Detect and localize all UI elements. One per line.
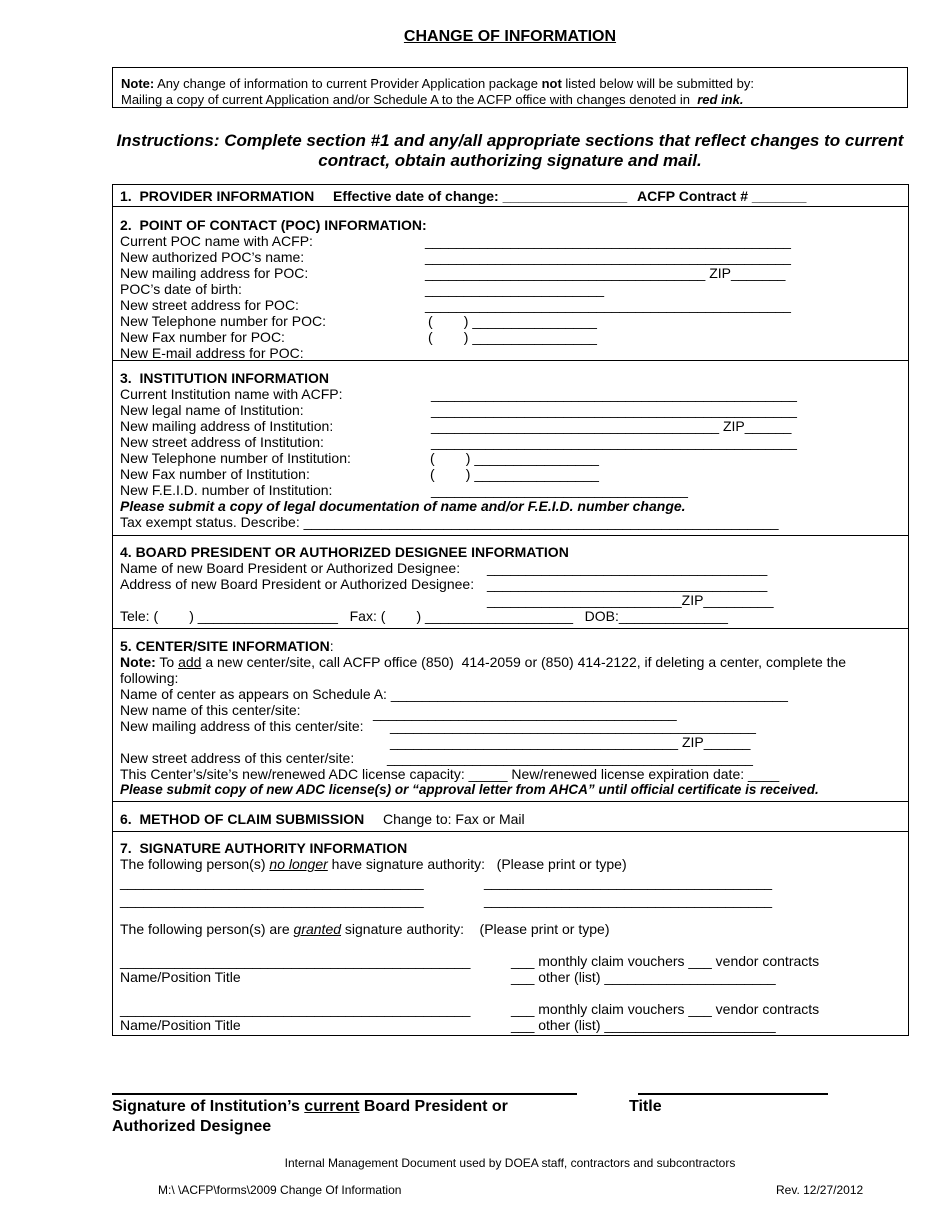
board-address-label: Address of new Board President or Authorized Designee: bbox=[120, 576, 475, 592]
center-license-notice: Please submit copy of new ADC license(s) or “approval letter from AHCA” until official certificate is received. bbox=[120, 782, 819, 797]
inst-legal-name-label: New legal name of Institution: bbox=[120, 402, 304, 418]
removed-signer-field-3[interactable]: _______________________________________ bbox=[120, 892, 424, 908]
granted-authority-text: The following person(s) are granted signature authority: (Please print or type) bbox=[120, 921, 610, 937]
center-new-name-field[interactable]: _______________________________________ bbox=[373, 705, 677, 721]
title-line[interactable] bbox=[638, 1093, 828, 1095]
granted-signer-name-label-1: Name/Position Title bbox=[120, 969, 241, 985]
inst-current-name-label: Current Institution name with ACFP: bbox=[120, 386, 343, 402]
instructions-line-1: Instructions: Complete section #1 and any/all appropriate sections that reflect changes to current bbox=[116, 131, 904, 150]
claim-method-value: Change to: Fax or Mail bbox=[383, 811, 525, 827]
footer-file-path: M:\ \ACFP\forms\2009 Change Of Information bbox=[158, 1183, 402, 1197]
inst-street-field[interactable]: _______________________________________________ bbox=[431, 434, 797, 450]
section-6-heading: 6. METHOD OF CLAIM SUBMISSION bbox=[120, 811, 365, 827]
divider-6 bbox=[112, 831, 909, 832]
poc-email-label: New E-mail address for POC: bbox=[120, 345, 304, 361]
granted-signer-other-2[interactable]: ___ other (list) ______________________ bbox=[511, 1017, 776, 1033]
center-mailing-field-2[interactable]: _____________________________________ ZIP______ bbox=[390, 734, 751, 750]
tax-exempt-field[interactable]: Tax exempt status. Describe: _____________________________________________________________ bbox=[120, 514, 779, 530]
center-new-name-label: New name of this center/site: bbox=[120, 702, 301, 718]
section-2-heading: 2. POINT OF CONTACT (POC) INFORMATION: bbox=[120, 217, 427, 233]
removed-signer-field-2[interactable]: _____________________________________ bbox=[484, 874, 773, 890]
poc-new-name-label: New authorized POC’s name: bbox=[120, 249, 305, 265]
signature-label: Signature of Institution’s current Board President or bbox=[112, 1098, 508, 1115]
granted-signer-options-1[interactable]: ___ monthly claim vouchers ___ vendor contracts bbox=[511, 953, 820, 969]
center-street-label: New street address of this center/site: bbox=[120, 750, 355, 766]
poc-mailing-label: New mailing address for POC: bbox=[120, 265, 309, 281]
board-contact-fields[interactable]: Tele: ( ) __________________ Fax: ( ) ___________________ DOB:______________ bbox=[120, 608, 728, 624]
inst-telephone-field[interactable]: ( ) ________________ bbox=[430, 450, 599, 466]
title-label: Title bbox=[629, 1098, 662, 1115]
poc-current-name-field[interactable]: _______________________________________________ bbox=[425, 233, 791, 249]
inst-legal-name-field[interactable]: _______________________________________________ bbox=[431, 402, 797, 418]
footer-revision: Rev. 12/27/2012 bbox=[776, 1183, 864, 1197]
inst-feid-field[interactable]: _________________________________ bbox=[431, 482, 688, 498]
poc-street-field[interactable]: _______________________________________________ bbox=[425, 297, 791, 313]
poc-dob-label: POC’s date of birth: bbox=[120, 281, 242, 297]
inst-documentation-notice: Please submit a copy of legal documentation of name and/or F.E.I.D. number change. bbox=[120, 498, 686, 514]
poc-fax-field[interactable]: ( ) ________________ bbox=[428, 329, 597, 345]
note-line-2: Mailing a copy of current Application and/or Schedule A to the ACFP office with changes denoted in red ink. bbox=[121, 92, 744, 107]
divider-4 bbox=[112, 628, 909, 629]
inst-fax-label: New Fax number of Institution: bbox=[120, 466, 310, 482]
note-line-1: Note: Any change of information to current Provider Application package not listed below will be submitted by: bbox=[121, 76, 754, 91]
no-longer-authority-text: The following person(s) no longer have signature authority: (Please print or type) bbox=[120, 856, 627, 872]
poc-telephone-label: New Telephone number for POC: bbox=[120, 313, 326, 329]
poc-mailing-field[interactable]: ____________________________________ ZIP_______ bbox=[425, 265, 786, 281]
granted-signer-options-2[interactable]: ___ monthly claim vouchers ___ vendor contracts bbox=[511, 1001, 820, 1017]
inst-current-name-field[interactable]: _______________________________________________ bbox=[431, 386, 797, 402]
section-7-heading: 7. SIGNATURE AUTHORITY INFORMATION bbox=[120, 840, 408, 856]
center-note-continued: following: bbox=[120, 670, 179, 686]
removed-signer-field-4[interactable]: _____________________________________ bbox=[484, 892, 773, 908]
inst-fax-field[interactable]: ( ) ________________ bbox=[430, 466, 599, 482]
poc-current-name-label: Current POC name with ACFP: bbox=[120, 233, 313, 249]
note-box bbox=[112, 67, 908, 108]
granted-signer-name-field-1[interactable]: _____________________________________________ bbox=[120, 953, 471, 969]
inst-mailing-label: New mailing address of Institution: bbox=[120, 418, 334, 434]
center-mailing-field-1[interactable]: _______________________________________________ bbox=[390, 718, 756, 734]
board-name-field[interactable]: ____________________________________ bbox=[487, 560, 768, 576]
granted-signer-other-1[interactable]: ___ other (list) ______________________ bbox=[511, 969, 776, 985]
section-1-heading: 1. PROVIDER INFORMATION bbox=[120, 188, 315, 204]
granted-signer-name-label-2: Name/Position Title bbox=[120, 1017, 241, 1033]
center-schedule-name-field[interactable]: Name of center as appears on Schedule A: ___________________________________________________ bbox=[120, 686, 788, 702]
divider-1 bbox=[112, 206, 909, 207]
granted-signer-name-field-2[interactable]: _____________________________________________ bbox=[120, 1001, 471, 1017]
signature-label-line-2: Authorized Designee bbox=[112, 1118, 272, 1135]
poc-street-label: New street address for POC: bbox=[120, 297, 299, 313]
section-4-heading: 4. BOARD PRESIDENT OR AUTHORIZED DESIGNEE INFORMATION bbox=[120, 544, 569, 560]
center-street-field[interactable]: _______________________________________________ bbox=[387, 750, 753, 766]
removed-signer-field-1[interactable]: _______________________________________ bbox=[120, 874, 424, 890]
center-mailing-label: New mailing address of this center/site: bbox=[120, 718, 364, 734]
center-capacity-fields[interactable]: This Center’s/site’s new/renewed ADC license capacity: _____ New/renewed license expiration date: ____ bbox=[120, 766, 780, 782]
section-5-heading: 5. CENTER/SITE INFORMATION: bbox=[120, 638, 334, 654]
footer-internal-note: Internal Management Document used by DOEA staff, contractors and subcontractors bbox=[284, 1156, 736, 1170]
center-note: Note: To add a new center/site, call ACFP office (850) 414-2059 or (850) 414-2122, if deleting a center, complete the bbox=[120, 654, 847, 670]
board-address-field-1[interactable]: ____________________________________ bbox=[487, 576, 768, 592]
board-address-field-2[interactable]: _________________________ZIP_________ bbox=[487, 592, 774, 608]
inst-mailing-field[interactable]: _____________________________________ ZIP______ bbox=[431, 418, 792, 434]
poc-dob-field[interactable]: _______________________ bbox=[425, 281, 605, 297]
poc-telephone-field[interactable]: ( ) ________________ bbox=[428, 313, 597, 329]
poc-fax-label: New Fax number for POC: bbox=[120, 329, 285, 345]
page-title: CHANGE OF INFORMATION bbox=[403, 28, 617, 45]
poc-new-name-field[interactable]: _______________________________________________ bbox=[425, 249, 791, 265]
inst-telephone-label: New Telephone number of Institution: bbox=[120, 450, 351, 466]
contract-number-field[interactable]: ACFP Contract # _______ bbox=[637, 188, 807, 204]
divider-3 bbox=[112, 535, 909, 536]
inst-street-label: New street address of Institution: bbox=[120, 434, 324, 450]
section-3-heading: 3. INSTITUTION INFORMATION bbox=[120, 370, 329, 386]
divider-5 bbox=[112, 801, 909, 802]
effective-date-field[interactable]: Effective date of change: ________________ bbox=[333, 188, 628, 204]
inst-feid-label: New F.E.I.D. number of Institution: bbox=[120, 482, 333, 498]
instructions-line-2: contract, obtain authorizing signature and mail. bbox=[318, 151, 702, 170]
signature-line[interactable] bbox=[112, 1093, 577, 1095]
board-name-label: Name of new Board President or Authorized Designee: bbox=[120, 560, 461, 576]
